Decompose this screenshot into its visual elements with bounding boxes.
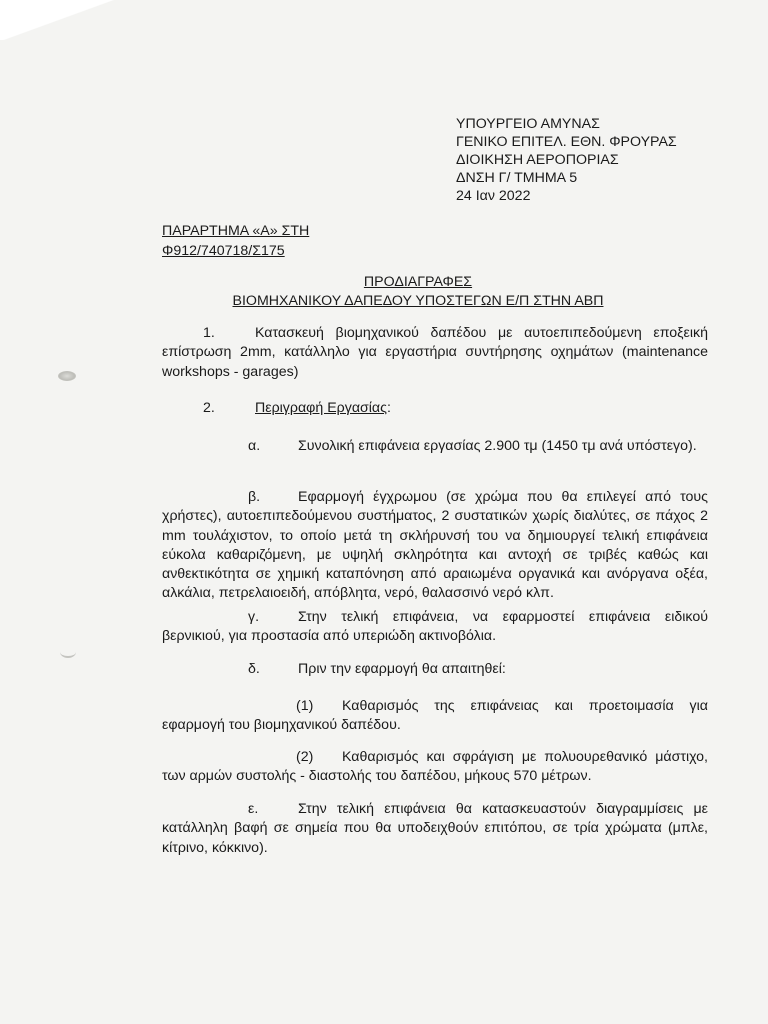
item-c bbox=[162, 608, 708, 647]
annex-reference bbox=[162, 221, 309, 261]
item-d1-label: (1) bbox=[296, 698, 314, 714]
item-e-label: ε. bbox=[248, 801, 259, 817]
item-b-text: Εφαρμογή έγχρωμου (σε χρώμα που θα επιλεγεί από τους χρήστες), αυτοεπιπεδούμενου συστήματος, 2 συστατικών χωρίς διαλύτες, σε πάχος 2 mm τουλάχιστον, το οποίο μετά τη σκλήρυνσή του να δημιουργεί τελική επιφάνεια εύκολα καθαριζόμενη, με υψηλή σκληρότητα και αντοχή σε τριβές καθώς και ανθεκτικότητα σε χημική καταπόνηση από αραιωμένα οργανικά και ανόργανα οξέα, αλκάλια, πετρελαιοειδή, απόβλητα, νερό, θαλασσινό νερό κλπ. bbox=[162, 489, 708, 602]
item-a-label: α. bbox=[248, 438, 261, 454]
item-e bbox=[162, 800, 708, 858]
heading-colon: : bbox=[386, 400, 391, 416]
header-command: ΔΙΟΙΚΗΣΗ ΑΕΡΟΠΟΡΙΑΣ bbox=[456, 152, 619, 168]
item-d bbox=[162, 660, 708, 679]
item-e-text: Στην τελική επιφάνεια θα κατασκευαστούν διαγραμμίσεις με κατάλληλη βαφή σε σημεία που θα υποδειχθούν επιτόπου, σε τρία χρώματα (μπλε, κίτρινο, κόκκινο). bbox=[162, 801, 708, 856]
item-d-text: Πριν την εφαρμογή θα απαιτηθεί: bbox=[298, 661, 506, 677]
paragraph-1 bbox=[162, 324, 708, 382]
document-title bbox=[160, 273, 676, 311]
paragraph-2-number: 2. bbox=[203, 400, 215, 416]
punch-hole-mark bbox=[58, 371, 76, 381]
paragraph-1-text: Κατασκευή βιομηχανικού δαπέδου με αυτοεπιπεδούμενη εποξεική επίστρωση 2mm, κατάλληλο για εργαστήρια συντήρησης οχημάτων (maintenance workshops - garages) bbox=[162, 325, 708, 380]
item-a bbox=[162, 437, 708, 456]
title-line-1: ΠΡΟΔΙΑΓΡΑΦΕΣ bbox=[363, 274, 473, 290]
paragraph-2-heading bbox=[162, 399, 708, 418]
item-d-label: δ. bbox=[248, 661, 260, 677]
item-b bbox=[162, 488, 708, 604]
item-c-text: Στην τελική επιφάνεια, να εφαρμοστεί επιφάνεια ειδικού βερνικιού, για προστασία από υπεριώδη ακτινοβόλια. bbox=[162, 609, 708, 645]
item-d2-label: (2) bbox=[296, 749, 314, 765]
annex-label: ΠΑΡΑΡΤΗΜΑ «Α» ΣΤΗ bbox=[162, 223, 310, 239]
header-date: 24 Ιαν 2022 bbox=[456, 188, 531, 204]
paragraph-1-number: 1. bbox=[203, 325, 215, 341]
item-b-label: β. bbox=[248, 489, 261, 505]
sender-header bbox=[456, 115, 677, 205]
item-d1 bbox=[162, 697, 708, 736]
header-department: ΔΝΣΗ Γ/ ΤΜΗΜΑ 5 bbox=[456, 170, 578, 186]
item-a-text: Συνολική επιφάνεια εργασίας 2.900 τμ (1450 τμ ανά υπόστεγο). bbox=[298, 438, 697, 454]
header-ministry: ΥΠΟΥΡΓΕΙΟ ΑΜΥΝΑΣ bbox=[456, 116, 600, 132]
header-staff: ΓΕΝΙΚΟ ΕΠΙΤΕΛ. ΕΘΝ. ΦΡΟΥΡΑΣ bbox=[456, 134, 677, 150]
scan-edge bbox=[0, 0, 140, 40]
punch-hole-mark bbox=[60, 646, 76, 658]
title-line-2: ΒΙΟΜΗΧΑΝΙΚΟΥ ΔΑΠΕΔΟΥ ΥΠΟΣΤΕΓΩΝ Ε/Π ΣΤΗΝ ΑΒΠ bbox=[232, 293, 604, 309]
item-d2-text: Καθαρισμός και σφράγιση με πολυουρεθανικό μάστιχο, των αρμών συστολής - διαστολής του δαπέδου, μήκους 570 μέτρων. bbox=[162, 749, 708, 785]
item-c-label: γ. bbox=[248, 609, 260, 625]
annex-number: Φ912/740718/Σ175 bbox=[162, 243, 285, 259]
item-d2 bbox=[162, 748, 708, 787]
work-description-heading: Περιγραφή Εργασίας bbox=[255, 400, 387, 416]
item-d1-text: Καθαρισμός της επιφάνειας και προετοιμασία για εφαρμογή του βιομηχανικού δαπέδου. bbox=[162, 698, 708, 734]
